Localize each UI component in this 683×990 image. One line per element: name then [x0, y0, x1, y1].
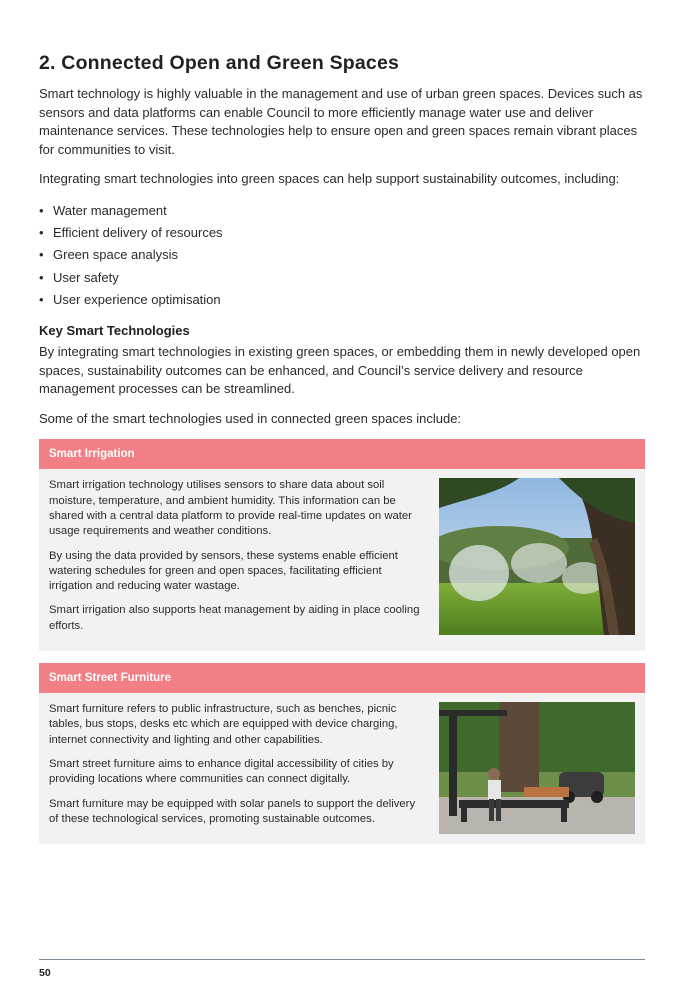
- smart-street-furniture-panel: [39, 663, 645, 844]
- footer-divider: [39, 959, 645, 960]
- irrigation-paragraph: Smart irrigation also supports heat management by aiding in place cooling efforts.: [49, 604, 420, 632]
- list-item: • Green space analysis: [39, 244, 645, 266]
- list-item: • Water management: [39, 200, 645, 222]
- irrigation-paragraph: Smart irrigation technology utilises sensors to share data about soil moisture, temperature, and ambient humidity. This information can be shared with a central data platform to provide real-time updates on water usage requirements and weather conditions.: [49, 479, 412, 538]
- list-item: • Efficient delivery of resources: [39, 222, 645, 244]
- list-item: • User safety: [39, 267, 645, 289]
- furniture-paragraph: Smart furniture may be equipped with solar panels to support the delivery of these technological services, promoting sustainable outcomes.: [49, 797, 416, 825]
- intro-paragraph: Smart technology is highly valuable in the management and use of urban green spaces. Devices such as sensors and data platforms can enable Council to more efficiently manage water use and deliver maintenance services. These technologies help to ensure open and green spaces remain vibrant places for communities to visit.: [39, 86, 643, 157]
- outcomes-intro: Integrating smart technologies into green spaces can help support sustainability outcomes, including:: [39, 171, 620, 187]
- page-number: 50: [39, 967, 51, 979]
- page-title: 2. Connected Open and Green Spaces: [39, 52, 400, 74]
- key-technologies-paragraph: By integrating smart technologies in existing green spaces, or embedding them in newly developed open spaces, sustainability outcomes can be enhanced, and Council’s service delivery and resource management processes can be streamlined.: [39, 343, 641, 397]
- furniture-paragraph: Smart furniture refers to public infrastructure, such as benches, picnic tables, bus stops, desks etc which are equipped with device charging, internet connectivity and lighting and other capabilities.: [49, 703, 398, 746]
- smart-bench-photo: [439, 702, 635, 834]
- outcomes-list: [39, 200, 645, 311]
- key-technologies-heading: Key Smart Technologies: [39, 322, 190, 338]
- furniture-paragraph: Smart street furniture aims to enhance digital accessibility of cities by providing locations where communities can connect digitally.: [49, 757, 394, 786]
- technologies-intro: Some of the smart technologies used in connected green spaces include:: [39, 410, 462, 426]
- list-item: • User experience optimisation: [39, 289, 645, 311]
- sprinkler-photo: [439, 478, 635, 635]
- smart-irrigation-title: Smart Irrigation: [39, 439, 645, 469]
- smart-irrigation-panel: [39, 439, 645, 651]
- page-content: [39, 52, 645, 856]
- smart-street-furniture-title: Smart Street Furniture: [39, 663, 645, 693]
- irrigation-paragraph: By using the data provided by sensors, these systems enable efficient watering schedules for green and open spaces, facilitating efficient irrigation and reducing water wastage.: [49, 549, 398, 593]
